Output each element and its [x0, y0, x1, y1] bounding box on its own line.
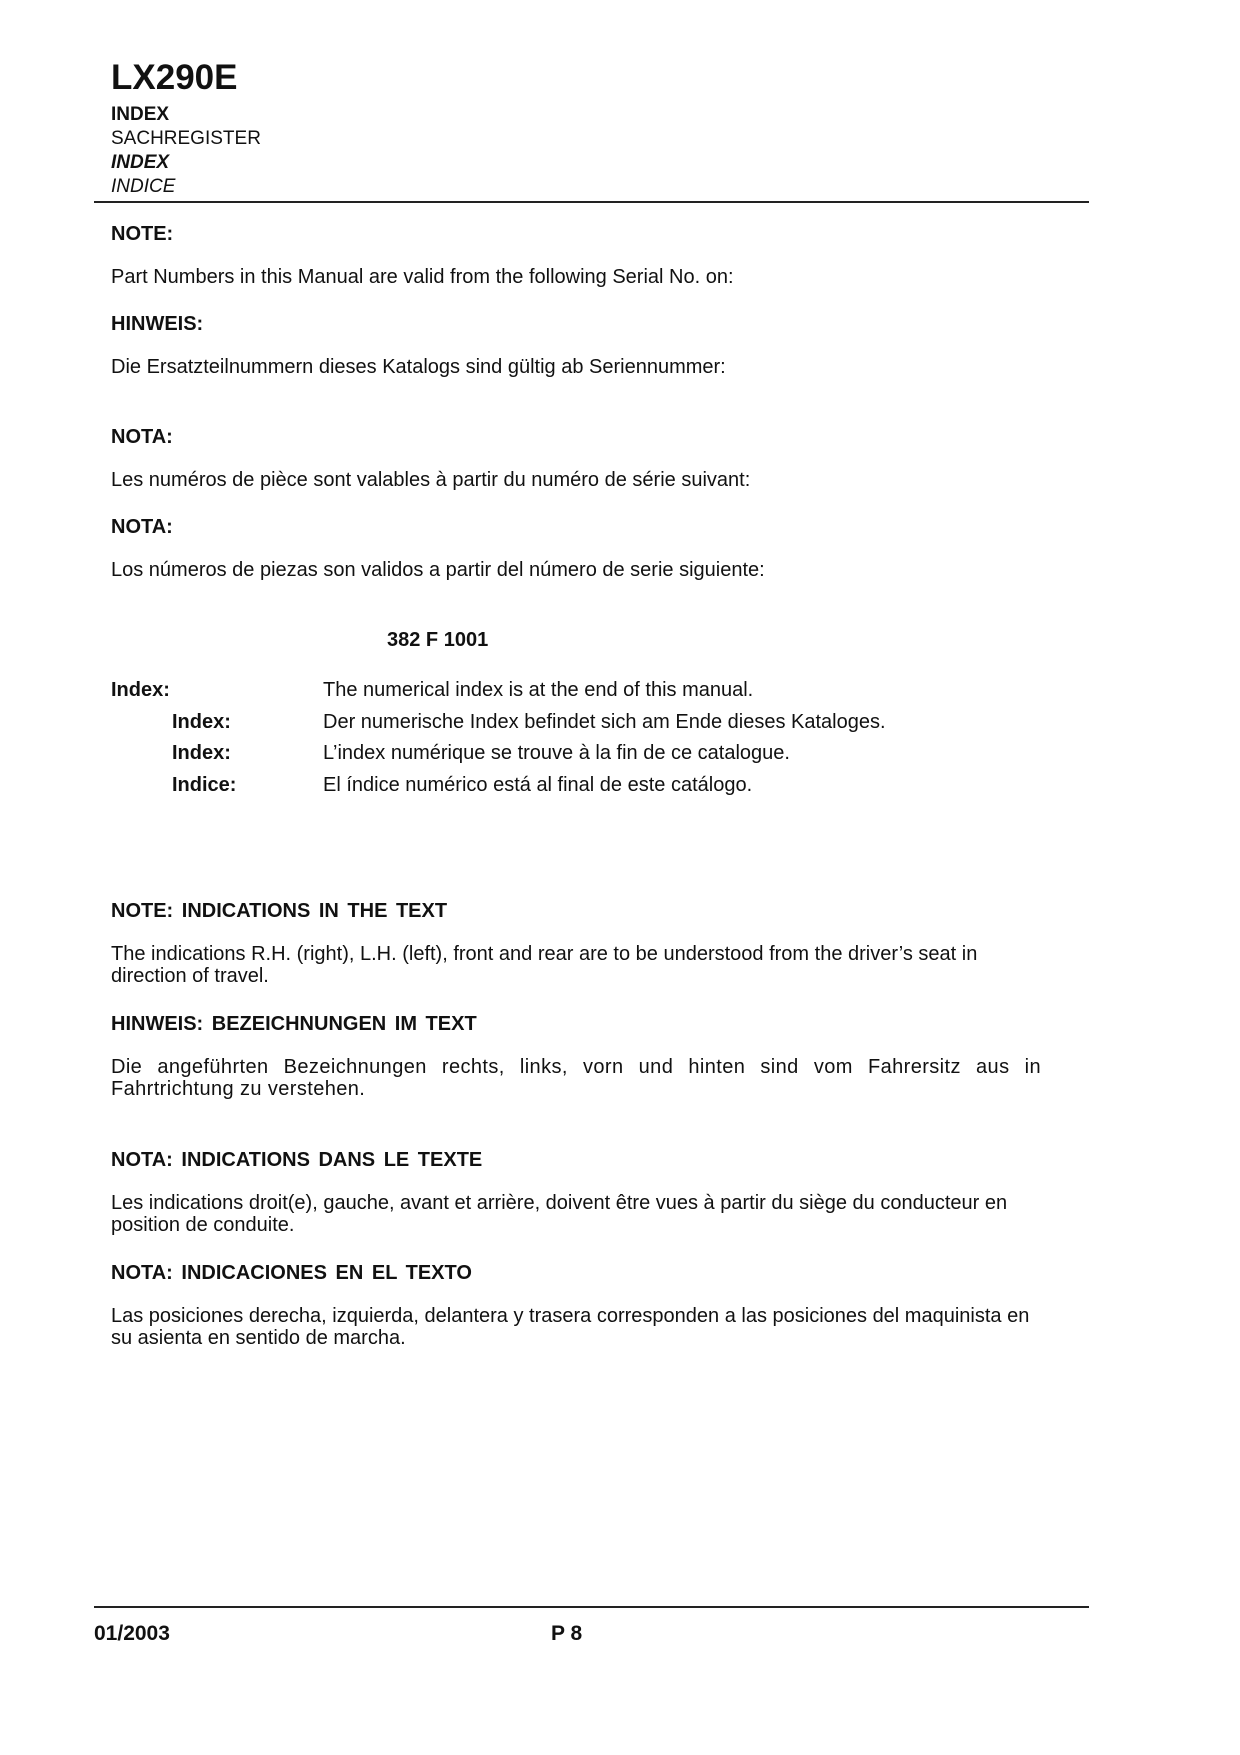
title-fr: INDEX	[111, 152, 170, 173]
title-de: SACHREGISTER	[111, 128, 261, 149]
index-text-en: The numerical index is at the end of this manual.	[323, 679, 754, 701]
index-label-de: Index:	[172, 711, 231, 733]
note-text-fr: Les numéros de pièce sont valables à partir du numéro de série suivant:	[111, 469, 751, 491]
index-text-fr: L’index numérique se trouve à la fin de ce catalogue.	[323, 742, 790, 764]
index-label-fr: Index:	[172, 742, 231, 764]
indications-text-es: Las posiciones derecha, izquierda, delantera y trasera corresponden a las posiciones del maquinista en su asienta en sentido de marcha.	[111, 1305, 1030, 1349]
title-en: INDEX	[111, 104, 170, 125]
model-title: LX290E	[111, 58, 238, 97]
serial-number: 382 F 1001	[387, 629, 489, 651]
note-heading-en: NOTE:	[111, 223, 174, 245]
indications-text-fr: Les indications droit(e), gauche, avant et arrière, doivent être vues à partir du siège du conducteur en position de conduite.	[111, 1192, 1008, 1236]
header-rule	[94, 201, 1089, 203]
footer-date: 01/2003	[94, 1622, 170, 1645]
note-text-es: Los números de piezas son validos a partir del número de serie siguiente:	[111, 559, 765, 581]
footer-rule	[94, 1606, 1089, 1608]
indications-heading-de: HINWEIS: BEZEICHNUNGEN IM TEXT	[111, 1013, 477, 1035]
note-heading-es: NOTA:	[111, 516, 173, 538]
indications-text-de: Die angeführten Bezeichnungen rechts, links, vorn und hinten sind vom Fahrersitz aus in Fahrtrichtung zu verstehen.	[111, 1056, 1041, 1100]
note-text-de: Die Ersatzteilnummern dieses Katalogs sind gültig ab Seriennummer:	[111, 356, 726, 378]
page-number: P 8	[551, 1622, 583, 1645]
note-heading-de: HINWEIS:	[111, 313, 204, 335]
indications-heading-fr: NOTA: INDICATIONS DANS LE TEXTE	[111, 1149, 483, 1171]
index-label-en: Index:	[111, 679, 170, 701]
indications-heading-es: NOTA: INDICACIONES EN EL TEXTO	[111, 1262, 472, 1284]
index-text-de: Der numerische Index befindet sich am Ende dieses Kataloges.	[323, 711, 886, 733]
title-es: INDICE	[111, 176, 176, 197]
note-heading-fr: NOTA:	[111, 426, 173, 448]
index-label-es: Indice:	[172, 774, 237, 796]
index-text-es: El índice numérico está al final de este catálogo.	[323, 774, 753, 796]
note-text-en: Part Numbers in this Manual are valid from the following Serial No. on:	[111, 266, 734, 288]
indications-heading-en: NOTE: INDICATIONS IN THE TEXT	[111, 900, 448, 922]
indications-text-en: The indications R.H. (right), L.H. (left), front and rear are to be understood from the driver’s seat in direction of travel.	[111, 943, 978, 987]
